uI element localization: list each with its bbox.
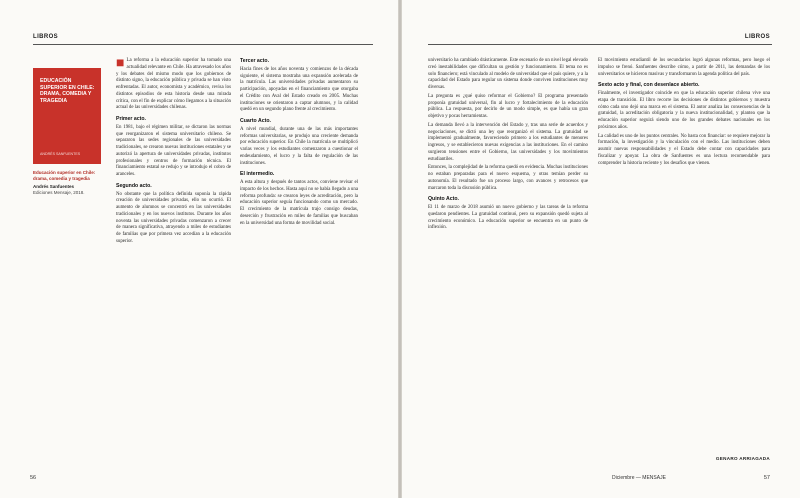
- dropcap: ■: [116, 56, 125, 71]
- section-label: LIBROS: [33, 34, 59, 40]
- paragraph: El movimiento estudiantil de los secundarios logró algunas reformas, pero luego el impulso se frenó. Sanfuentes describe cómo, a partir de 2011, las demandas de los universitarios se hicieron masivas y transformaron la agenda política del país.: [598, 58, 770, 77]
- heading-segundo-acto: Segundo acto.: [116, 182, 152, 189]
- book-cover: [33, 68, 101, 164]
- magazine-footer: Diciembre — MENSAJE: [612, 475, 666, 481]
- paragraph: No obstante que la política definida suponía la rápida creación de universidades privadas, ello no ocurrió. El aumento de alumnos se concentró en las universidades tradicionales y en los nuevos institutos. Durante los años noventa las universidades privadas comenzaron a crecer de manera significativa, atrayendo a miles de estudiantes de familias que por primera vez accedían a la educación superior.: [116, 191, 231, 244]
- paragraph: Hacia fines de los años noventa y comienzos de la década siguiente, el sistema mostraba una expansión acelerada de la matrícula. Las universidades privadas aumentaron su participación, apoyadas en el financiamiento que otorgaba el Crédito con Aval del Estado creado en 2005. Muchas instituciones se orientaron a captar alumnos, y la calidad quedó en un segundo plano frente al crecimiento.: [240, 66, 358, 113]
- paragraph: La demanda llevó a la intervención del Estado y, tras una serie de acuerdos y negociaciones, se dictó una ley que reorganizó el sistema. La gratuidad se implementó gradualmente, favoreciendo primero a los estudiantes de menores ingresos, y se establecieron nuevas exigencias a las instituciones. En el camino surgieron tensiones entre el Gobierno, las universidades y los movimientos estudiantiles.: [428, 122, 588, 162]
- heading-quinto-acto: Quinto Acto.: [428, 196, 459, 203]
- section-label: LIBROS: [744, 34, 770, 40]
- intro-paragraph: La reforma a la educación superior ha tomado una actualidad relevante en Chile. Ha atravesado los años y los debates del mismo modo que los gobiernos de distinto signo, la educación pública y privada se han visto enfrentadas. El autor, economista y académico, revisa los distintos episodios de esta historia desde una mirada crítica, con el fin de explicar cómo llegamos a la situación actual de las universidades chilenas.: [116, 58, 231, 111]
- right-page: [402, 0, 800, 498]
- paragraph: En 1981, bajo el régimen militar, se dictaron las normas que reorganizaron el sistema universitario chileno. Se separaron las sedes regionales de las universidades tradicionales, se crearon nuevas instituciones estatales y se autorizó la apertura de universidades privadas, institutos profesionales y centros de formación técnica. El financiamiento estatal se redujo y se introdujo el cobro de aranceles.: [116, 124, 231, 177]
- paragraph: El 11 de marzo de 2018 asumió un nuevo gobierno y las tareas de la reforma quedaron pendientes. La gratuidad continuó, pero su expansión quedó sujeta al crecimiento económico. La educación superior se encuentra en un punto de inflexión.: [428, 205, 588, 231]
- heading-sexto-acto: Sexto acto y final, con desenlace abierto.: [598, 82, 700, 89]
- right-column-1: [428, 58, 588, 234]
- paragraph: Entonces, la complejidad de la reforma quedó en evidencia. Muchas instituciones no estaban preparadas para el nuevo esquema, y otras temían perder su autonomía. El resultado fue un proceso largo, con avances y retrocesos que marcaron toda la discusión pública.: [428, 165, 588, 191]
- heading-tercer-acto: Tercer acto.: [240, 58, 270, 64]
- left-column-1: [116, 58, 231, 248]
- page-number: 57: [763, 475, 770, 481]
- left-page: [0, 0, 398, 498]
- book-title: Educación superior en Chile: drama, comedia y tragedia: [33, 170, 96, 182]
- book-publisher: Ediciones Mensaje, 2018.: [33, 190, 85, 196]
- cover-author: ANDRÉS SANFUENTES: [40, 152, 81, 156]
- book-author: Andrés Sanfuentes: [33, 184, 75, 190]
- paragraph: Finalmente, el investigador coincide en que la educación superior chilena vive una etapa de transición. El libro recorre las decisiones de distintos gobiernos y muestra cómo cada uno dejó una marca en el sistema. El autor analiza las consecuencias de la gratuidad, la acreditación obligatoria y la nueva institucionalidad, y plantea que la educación superior seguirá siendo uno de los grandes debates nacionales en los próximos años.: [598, 91, 770, 130]
- paragraph: A nivel mundial, durante una de las más importantes reformas universitarias, se produjo una creciente demanda por educación superior. En Chile la matrícula se multiplicó varias veces y los estudiantes comenzaron a cuestionar el endeudamiento, el lucro y la falta de regulación de las instituciones.: [240, 126, 358, 166]
- header-rule: [33, 44, 373, 45]
- heading-primer-acto: Primer acto.: [116, 116, 146, 122]
- heading-cuarto-acto: Cuarto Acto.: [240, 118, 271, 124]
- header-rule: [428, 44, 772, 45]
- book-info: [33, 170, 109, 196]
- heading-intermedio: El intermedio.: [240, 171, 275, 178]
- paragraph: La pregunta es ¿qué quiso reformar el Gobierno? El programa presentado proponía gratuidad universal, fin al lucro y fortalecimiento de la educación pública. La respuesta, por decirlo de un modo simple, es que había un gran objetivo y pocas herramientas.: [428, 93, 588, 119]
- page-number: 56: [30, 475, 37, 481]
- paragraph: universitario ha cambiado drásticamente. Este escenario de un nivel legal elevado creó inestabilidades que dificultan su gestión y funcionamiento. El tema no es solo financiero; está vinculado al modelo de universidad que el país quiere, y a la capacidad del Estado para regular un sistema donde conviven instituciones muy diversas.: [428, 58, 588, 90]
- left-column-2: [240, 58, 358, 229]
- review-signature: GENARO ARRIAGADA: [715, 456, 770, 461]
- paragraph: A esta altura y después de tantos actos, conviene revisar el impacto de los hechos. Hasta aquí no se había llegado a una reforma profunda: se crearon leyes de acreditación, pero la educación superior seguía funcionando como un mercado. El crecimiento de la matrícula trajo consigo deudas, deserción y frustración en miles de familias que buscaban en la universidad una forma de movilidad social.: [240, 180, 358, 226]
- cover-title: EDUCACIÓN SUPERIOR EN CHILE: DRAMA, COMEDIA Y TRAGEDIA: [40, 78, 95, 104]
- paragraph: La calidad es uno de los puntos centrales. No basta con financiar: se requiere mejorar la formación, la investigación y la vinculación con el medio. Las instituciones deben asumir nuevas responsabilidades y el Estado debe contar con capacidades para fiscalizar y apoyar. La obra de Sanfuentes es una lectura recomendable para comprender la historia reciente y los desafíos que vienen.: [598, 133, 770, 166]
- right-column-2: [598, 58, 770, 169]
